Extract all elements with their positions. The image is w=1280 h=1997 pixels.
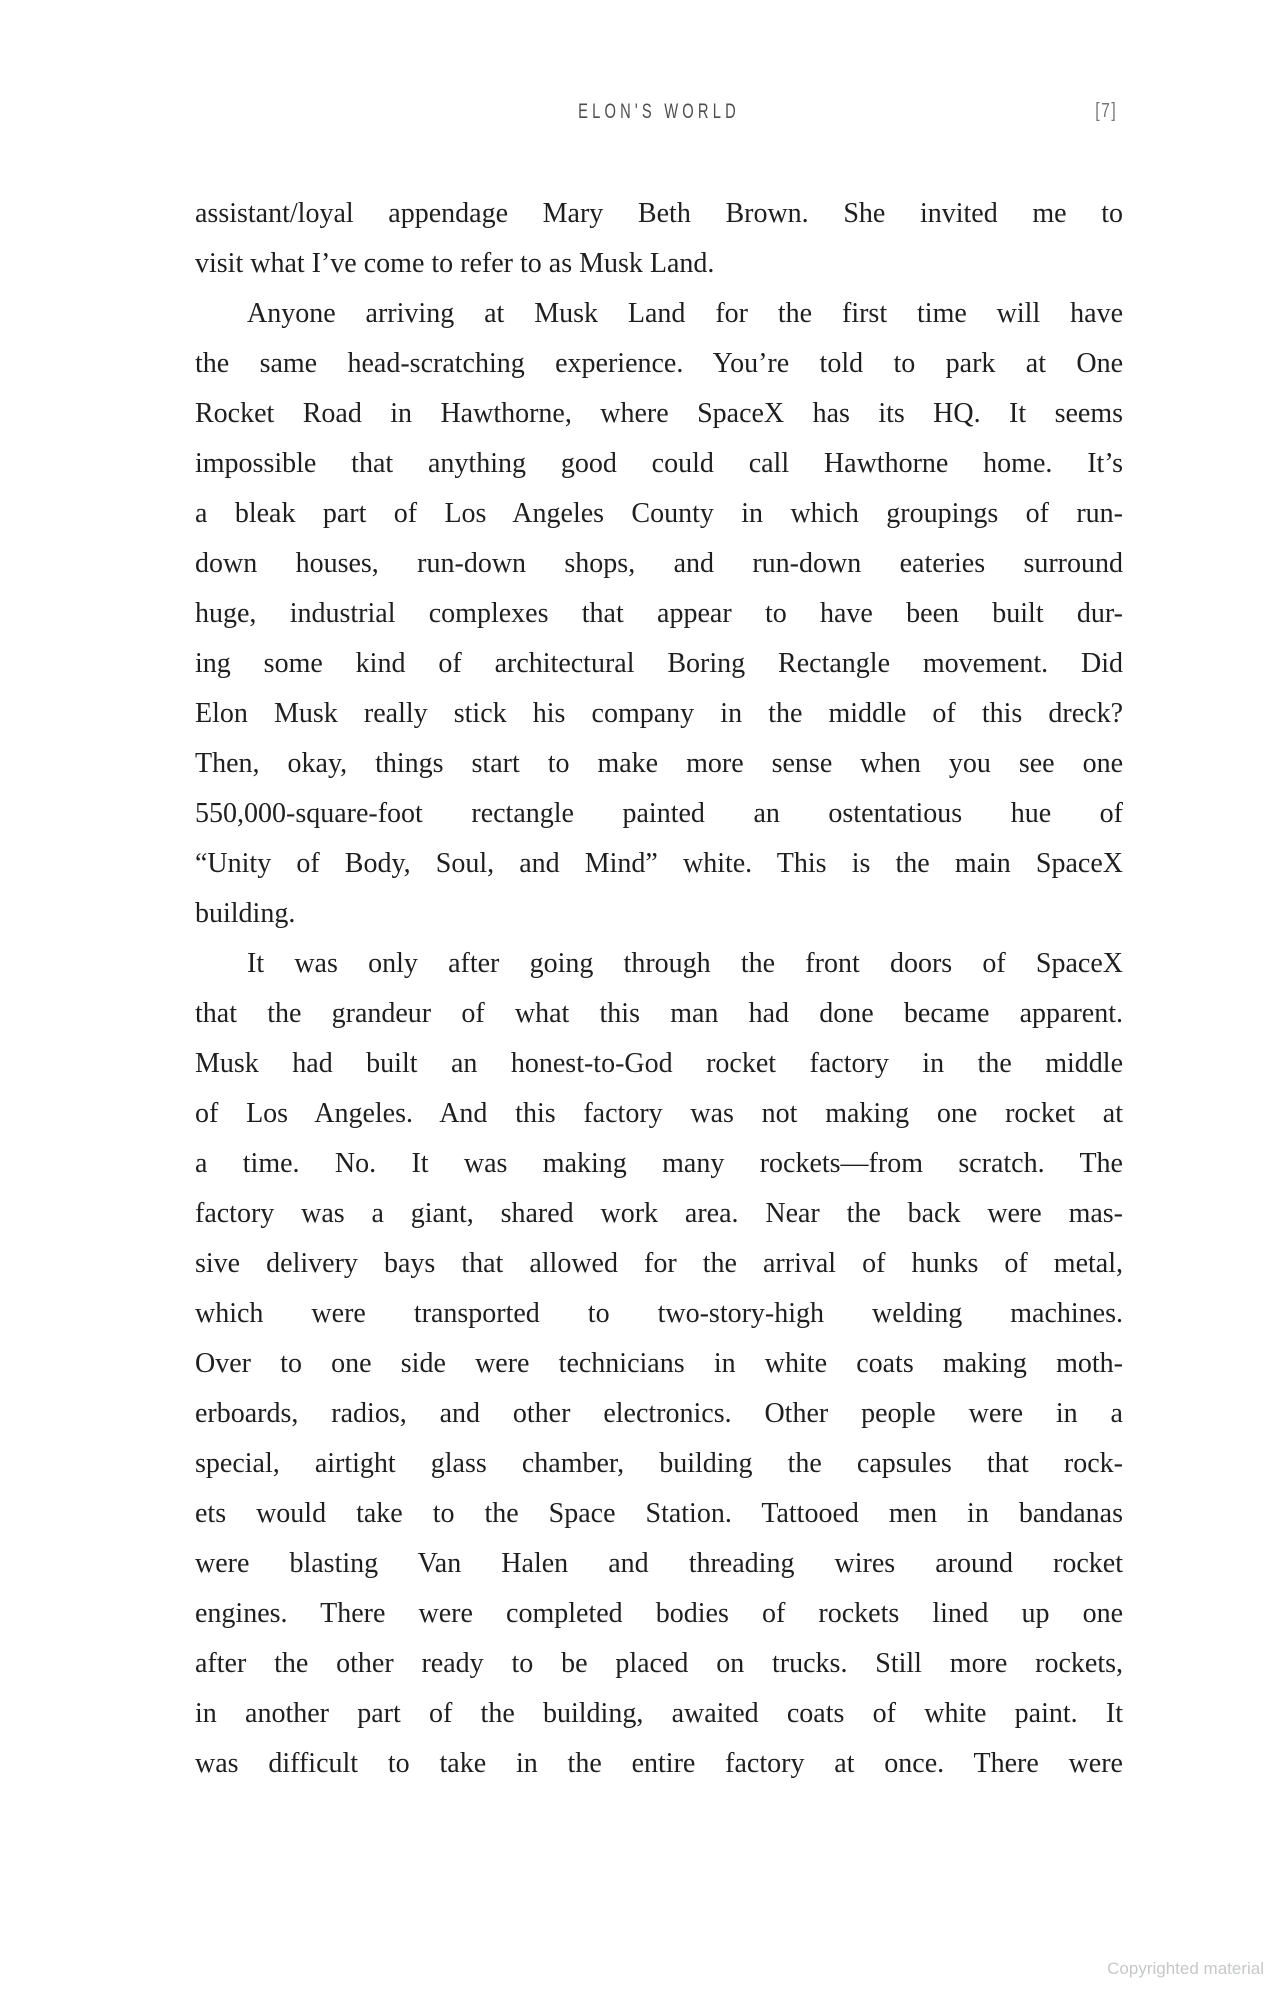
text-line: the same head-scratching experience. You’re told to park at One	[195, 348, 1123, 379]
text-line: assistant/loyal appendage Mary Beth Brown. She invited me to	[195, 198, 1123, 229]
text-line: after the other ready to be placed on trucks. Still more rockets,	[195, 1648, 1123, 1679]
text-line: Musk had built an honest-to-God rocket factory in the middle	[195, 1048, 1123, 1079]
text-line: erboards, radios, and other electronics. Other people were in a	[195, 1398, 1123, 1429]
text-line: down houses, run-down shops, and run-down eateries surround	[195, 548, 1123, 579]
text-line: building.	[195, 898, 296, 929]
text-line: ets would take to the Space Station. Tattooed men in bandanas	[195, 1498, 1123, 1529]
running-header	[195, 100, 1123, 130]
text-line: Then, okay, things start to make more sense when you see one	[195, 748, 1123, 779]
text-line: Elon Musk really stick his company in the middle of this dreck?	[195, 698, 1123, 729]
text-line: factory was a giant, shared work area. Near the back were mas-	[195, 1198, 1123, 1229]
text-line: were blasting Van Halen and threading wires around rocket	[195, 1548, 1123, 1579]
text-line: Rocket Road in Hawthorne, where SpaceX has its HQ. It seems	[195, 398, 1123, 429]
text-line: impossible that anything good could call Hawthorne home. It’s	[195, 448, 1123, 479]
text-line: that the grandeur of what this man had done became apparent.	[195, 998, 1123, 1029]
text-line: huge, industrial complexes that appear to have been built dur-	[195, 598, 1123, 629]
text-line: in another part of the building, awaited coats of white paint. It	[195, 1698, 1123, 1729]
text-line: was difficult to take in the entire factory at once. There were	[195, 1748, 1123, 1779]
text-line: sive delivery bays that allowed for the arrival of hunks of metal,	[195, 1248, 1123, 1279]
text-line: visit what I’ve come to refer to as Musk Land.	[195, 248, 715, 279]
text-line: engines. There were completed bodies of rockets lined up one	[195, 1598, 1123, 1629]
text-line: special, airtight glass chamber, building the capsules that rock-	[195, 1448, 1123, 1479]
text-line: which were transported to two-story-high welding machines.	[195, 1298, 1123, 1329]
text-line: of Los Angeles. And this factory was not making one rocket at	[195, 1098, 1123, 1129]
text-line: Over to one side were technicians in white coats making moth-	[195, 1348, 1123, 1379]
body-text	[195, 189, 1123, 1789]
text-line: It was only after going through the front doors of SpaceX	[247, 948, 1123, 979]
page-number: [7]	[1094, 100, 1117, 122]
running-title: ELON'S WORLD	[578, 100, 740, 123]
text-line: a bleak part of Los Angeles County in which groupings of run-	[195, 498, 1123, 529]
text-line: ing some kind of architectural Boring Rectangle movement. Did	[195, 648, 1123, 679]
copyright-watermark: Copyrighted material	[1107, 1959, 1264, 1978]
text-line: a time. No. It was making many rockets—from scratch. The	[195, 1148, 1123, 1179]
text-line: Anyone arriving at Musk Land for the first time will have	[247, 298, 1123, 329]
text-line: “Unity of Body, Soul, and Mind” white. This is the main SpaceX	[195, 848, 1123, 879]
text-line: 550,000-square-foot rectangle painted an ostentatious hue of	[195, 798, 1123, 829]
